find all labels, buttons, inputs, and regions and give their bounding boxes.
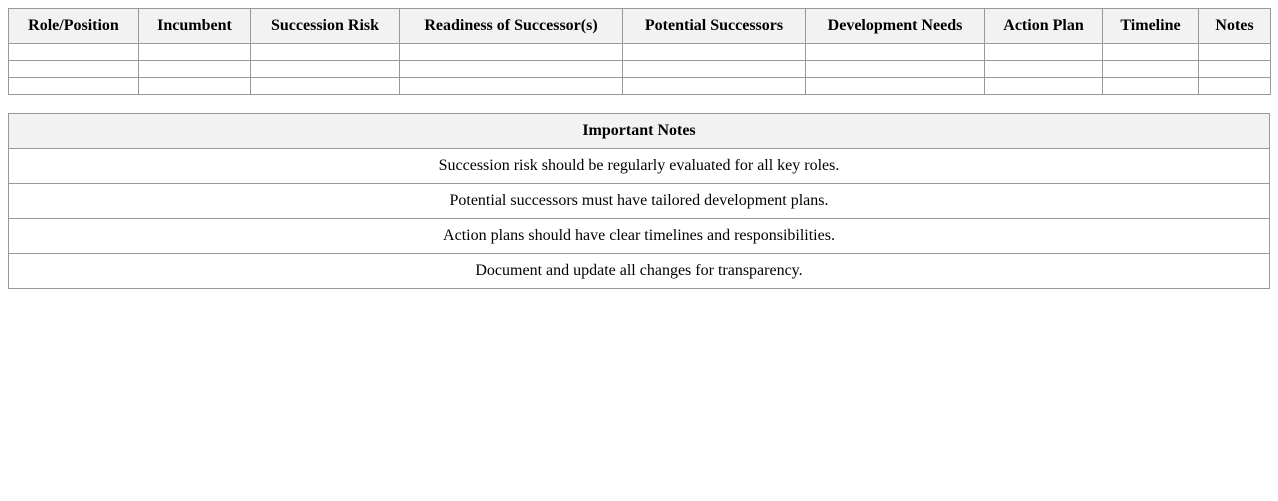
header-timeline: Timeline bbox=[1103, 9, 1199, 44]
table-cell[interactable] bbox=[251, 61, 400, 78]
table-cell[interactable] bbox=[985, 61, 1103, 78]
table-cell[interactable] bbox=[806, 61, 985, 78]
note-item: Succession risk should be regularly evaluated for all key roles. bbox=[9, 149, 1270, 184]
table-cell[interactable] bbox=[400, 44, 623, 61]
header-potential-successors: Potential Successors bbox=[623, 9, 806, 44]
notes-title: Important Notes bbox=[9, 114, 1270, 149]
notes-row bbox=[9, 219, 1270, 254]
table-row bbox=[9, 78, 1271, 95]
notes-row bbox=[9, 184, 1270, 219]
header-development-needs: Development Needs bbox=[806, 9, 985, 44]
table-cell[interactable] bbox=[9, 44, 139, 61]
table-cell[interactable] bbox=[806, 44, 985, 61]
table-cell[interactable] bbox=[623, 78, 806, 95]
notes-header-row bbox=[9, 114, 1270, 149]
table-cell[interactable] bbox=[1199, 78, 1271, 95]
important-notes-table bbox=[8, 113, 1270, 289]
notes-row bbox=[9, 254, 1270, 289]
table-cell[interactable] bbox=[9, 78, 139, 95]
page-content bbox=[8, 8, 1270, 289]
table-cell[interactable] bbox=[400, 61, 623, 78]
header-notes: Notes bbox=[1199, 9, 1271, 44]
table-cell[interactable] bbox=[251, 44, 400, 61]
table-cell[interactable] bbox=[139, 44, 251, 61]
header-role-position: Role/Position bbox=[9, 9, 139, 44]
table-cell[interactable] bbox=[1103, 61, 1199, 78]
table-cell[interactable] bbox=[806, 78, 985, 95]
table-row bbox=[9, 61, 1271, 78]
note-item: Action plans should have clear timelines and responsibilities. bbox=[9, 219, 1270, 254]
table-cell[interactable] bbox=[1199, 44, 1271, 61]
header-incumbent: Incumbent bbox=[139, 9, 251, 44]
table-cell[interactable] bbox=[1103, 44, 1199, 61]
notes-row bbox=[9, 149, 1270, 184]
table-cell[interactable] bbox=[139, 61, 251, 78]
header-readiness-of-successors: Readiness of Successor(s) bbox=[400, 9, 623, 44]
table-header-row bbox=[9, 9, 1271, 44]
note-item: Potential successors must have tailored development plans. bbox=[9, 184, 1270, 219]
table-cell[interactable] bbox=[985, 78, 1103, 95]
table-row bbox=[9, 44, 1271, 61]
table-cell[interactable] bbox=[139, 78, 251, 95]
table-cell[interactable] bbox=[251, 78, 400, 95]
table-cell[interactable] bbox=[985, 44, 1103, 61]
table-cell[interactable] bbox=[9, 61, 139, 78]
table-cell[interactable] bbox=[1199, 61, 1271, 78]
table-cell[interactable] bbox=[400, 78, 623, 95]
note-item: Document and update all changes for transparency. bbox=[9, 254, 1270, 289]
header-action-plan: Action Plan bbox=[985, 9, 1103, 44]
table-cell[interactable] bbox=[623, 61, 806, 78]
table-cell[interactable] bbox=[623, 44, 806, 61]
header-succession-risk: Succession Risk bbox=[251, 9, 400, 44]
succession-plan-table bbox=[8, 8, 1271, 95]
table-cell[interactable] bbox=[1103, 78, 1199, 95]
